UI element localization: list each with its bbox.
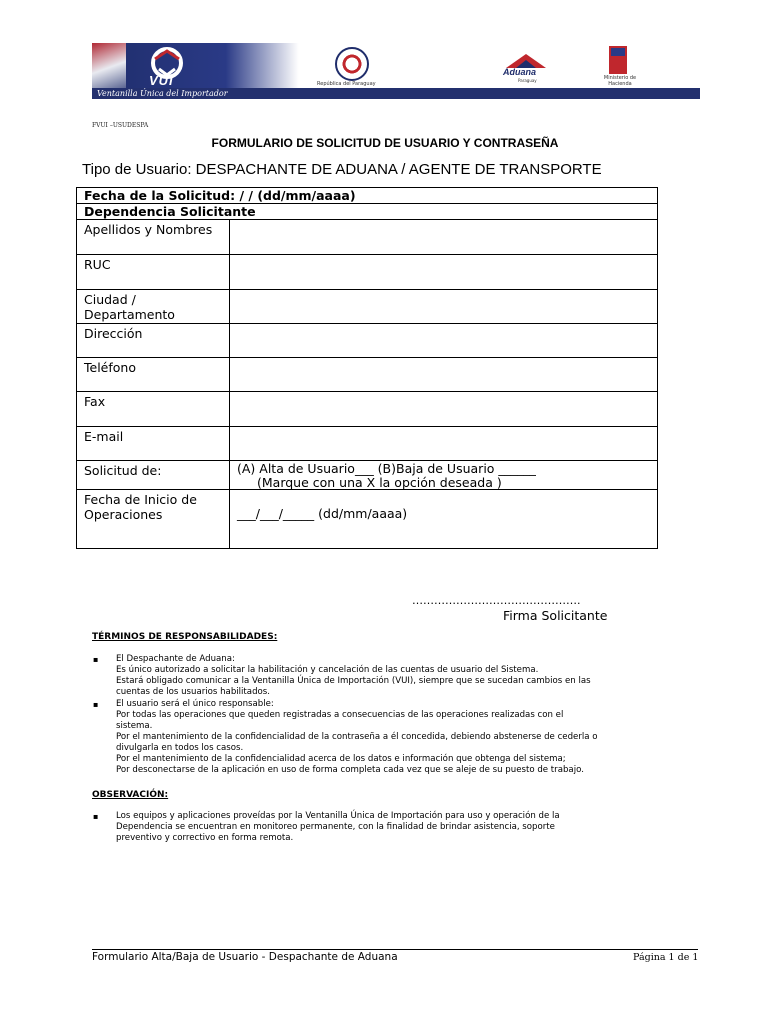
seal-caption: República del Paraguay: [317, 81, 376, 87]
inicio-date-field[interactable]: ___/___/_____ (dd/mm/aaaa): [237, 506, 408, 521]
email-input[interactable]: [230, 427, 657, 460]
fax-input[interactable]: [230, 392, 657, 426]
signature-line: ……………………………………….: [412, 594, 581, 607]
column-divider: [229, 490, 230, 548]
telefono-label: Teléfono: [84, 360, 136, 375]
table-row-telefono: [77, 358, 657, 392]
table-row-dependencia: [77, 204, 657, 220]
aduana-logo-subtext: Paraguay: [518, 78, 537, 83]
solicitud-options[interactable]: (A) Alta de Usuario___ (B)Baja de Usuario ______: [237, 461, 536, 476]
ciudad-label: Ciudad / Departamento: [84, 292, 175, 322]
telefono-input[interactable]: [230, 358, 657, 391]
observation-item: Los equipos y aplicaciones proveídas por la Ventanilla Única de Importación para uso y operación de la Dependencia se encuentran en monitoreo permanente, con la finalidad de brindar asistencia, soporte preventivo y correctivo en forma remota.: [116, 811, 560, 843]
fax-label: Fax: [84, 394, 106, 409]
banner-tagline: Ventanilla Única del Importador: [97, 89, 228, 98]
observation-heading: OBSERVACIÓN:: [92, 790, 169, 800]
terms-heading: TÉRMINOS DE RESPONSABILIDADES:: [92, 632, 278, 642]
page-number: Página 1 de 1: [633, 952, 699, 963]
dependencia-label: Dependencia Solicitante: [84, 204, 256, 219]
footer-divider: [92, 949, 698, 950]
table-row-solicitud: [77, 461, 657, 490]
email-label: E-mail: [84, 429, 124, 444]
government-seal-icon: [335, 47, 369, 81]
table-row-ruc: [77, 255, 657, 290]
bullet-icon: ▪: [93, 655, 99, 664]
table-row-email: [77, 427, 657, 461]
request-form-table: [76, 187, 658, 549]
direccion-label: Dirección: [84, 326, 143, 341]
table-row-direccion: [77, 324, 657, 358]
apellidos-input[interactable]: [230, 220, 657, 254]
ministry-caption: Ministerio de Hacienda: [603, 75, 637, 87]
document-code: FVUI –USUDESPA: [92, 122, 149, 129]
vui-logo-text: VUI: [149, 73, 174, 88]
table-row-apellidos: [77, 220, 657, 255]
solicitud-label: Solicitud de:: [84, 463, 162, 478]
form-title: FORMULARIO DE SOLICITUD DE USUARIO Y CONTRASEÑA: [211, 136, 559, 150]
ruc-input[interactable]: [230, 255, 657, 289]
user-type-heading: Tipo de Usuario: DESPACHANTE DE ADUANA / AGENTE DE TRANSPORTE: [82, 161, 602, 178]
direccion-input[interactable]: [230, 324, 657, 357]
signature-label: Firma Solicitante: [503, 608, 608, 623]
aduana-logo-text: Aduana: [503, 67, 537, 77]
ruc-label: RUC: [84, 257, 111, 272]
apellidos-label: Apellidos y Nombres: [84, 222, 213, 237]
footer-title: Formulario Alta/Baja de Usuario - Despachante de Aduana: [92, 951, 398, 963]
solicitud-hint: (Marque con una X la opción deseada ): [257, 475, 502, 490]
column-divider: [229, 461, 230, 490]
header-banner: [92, 43, 700, 99]
ministry-logo-icon: [609, 46, 627, 74]
terms-item-despachante: El Despachante de Aduana: Es único autorizado a solicitar la habilitación y cancelación de las cuentas de usuario del Sistema. Estará obligado comunicar a la Ventanilla Única de Importación (VUI), siempre que se sucedan cambios en las cuentas de los usuarios habilitados.: [116, 654, 591, 697]
table-row-ciudad: [77, 290, 657, 324]
bullet-icon: ▪: [93, 812, 99, 821]
fecha-solicitud-field[interactable]: Fecha de la Solicitud: / / (dd/mm/aaaa): [84, 188, 356, 203]
terms-item-usuario: El usuario será el único responsable: Por todas las operaciones que queden registradas a consecuencias de las operaciones realizadas con el sistema. Por el mantenimiento de la confidencialidad de la contraseña a él concedida, debiendo abstenerse de cederla o divulgarla en todos los casos. Por el mantenimiento de la confidencialidad acerca de los datos e información que obtenga del sistema; Por desconectarse de la aplicación en uso de forma completa cada vez que se aleje de su puesto de trabajo.: [116, 699, 598, 775]
bullet-icon: ▪: [93, 700, 99, 709]
inicio-label: Fecha de Inicio de Operaciones: [84, 492, 197, 522]
table-row-fax: [77, 392, 657, 427]
table-row-fecha: [77, 188, 657, 204]
ciudad-input[interactable]: [230, 290, 657, 323]
table-row-inicio: [77, 490, 657, 548]
